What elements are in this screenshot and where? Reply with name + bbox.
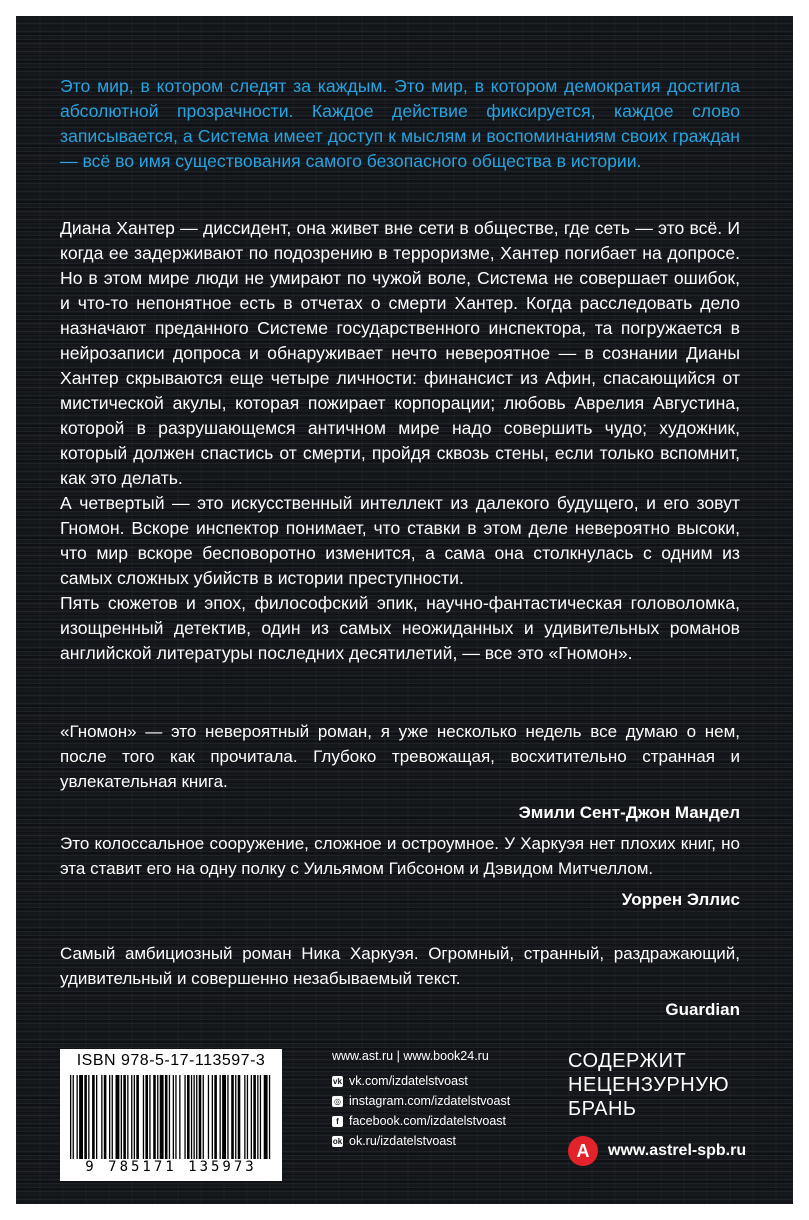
barcode-bar <box>175 1075 176 1159</box>
barcode-bar <box>196 1075 197 1159</box>
quote-text: Это колоссальное сооружение, сложное и остроумное. У Харкуэя нет плохих книг, но эта ставит его на одну полку с Уильямом Гибсоном и Дэвидом Митчеллом. <box>60 834 740 878</box>
description-paragraph: Диана Хантер — диссидент, она живет вне сети в обществе, где сеть — это всё. И когда ее задерживают по подозрению в терроризме, Хантер погибает на допросе. Но в этом мире люди не умирают по чужой воле, Система не совершает ошибок, и что-то непонятное есть в отчетах о смерти Хантер. Когда расследовать дело назначают преданного Системе государственного инспектора, та погружается в нейрозаписи допроса и обнаруживает нечто невероятное — в сознании Дианы Хантер скрываются еще четыре личности: финансист из Афин, спасающийся от мистической акулы, которая пожирает корпорации; любовь Аврелия Августина, которой в разрушающемся античном мире надо совершить чудо; художник, который должен спастись от смерти, пройдя сквозь стены, если только вспомнит, как это делать. <box>60 218 740 488</box>
barcode-bar <box>260 1075 261 1159</box>
odnoklassniki-icon: ok <box>332 1136 343 1146</box>
barcode-bar <box>127 1075 128 1159</box>
social-link-vk[interactable] <box>332 1071 542 1091</box>
barcode-bar <box>79 1075 83 1159</box>
quote-author: Уоррен Эллис <box>621 890 740 909</box>
social-link-text: ok.ru/izdatelstvoast <box>349 1134 456 1148</box>
vk-icon: vk <box>333 1076 342 1086</box>
barcode-bar <box>112 1075 113 1159</box>
barcode-bar <box>173 1075 174 1159</box>
barcode-bar <box>222 1075 226 1159</box>
description-paragraph: Пять сюжетов и эпох, философский эпик, научно-фантастическая головоломка, изощренный детектив, один из самых неожиданных и удивительных романов английской литературы последних десятилетий, — все это «Гномон». <box>60 593 740 663</box>
barcode-bar <box>264 1075 268 1159</box>
barcode-bar <box>160 1075 164 1159</box>
social-link-text: facebook.com/izdatelstvoast <box>349 1114 507 1128</box>
barcode-bars <box>70 1075 272 1159</box>
barcode-bar <box>70 1075 71 1159</box>
barcode-bar <box>131 1075 132 1159</box>
barcode-bar <box>109 1075 110 1159</box>
description-paragraph: А четвертый — это искусственный интеллект из далекого будущего, и его зовут Гномон. Вскоре инспектор понимает, что ставки в этом деле невероятно высоки, что мир вскоре бесповоротно изменится, а сама она столкнулась с одним из самых сложных убийств в истории преступности. <box>60 493 740 588</box>
barcode-bar <box>84 1075 87 1159</box>
publisher-url[interactable]: www.astrel-spb.ru <box>608 1142 747 1159</box>
barcode-bar <box>238 1075 241 1159</box>
description <box>60 216 740 666</box>
barcode-bar <box>179 1075 180 1159</box>
warning-line: НЕЦЕНЗУРНУЮ <box>568 1074 730 1096</box>
barcode-bar <box>136 1075 139 1159</box>
social-link-text: instagram.com/izdatelstvoast <box>349 1094 511 1108</box>
barcode-bar <box>191 1075 192 1159</box>
quote-author: Эмили Сент-Джон Мандел <box>518 803 740 822</box>
barcode-bar <box>104 1075 107 1159</box>
astrel-logo-icon: А <box>568 1136 598 1166</box>
barcode-bar <box>123 1075 126 1159</box>
barcode-bar <box>235 1075 236 1159</box>
barcode-bar <box>149 1075 150 1159</box>
barcode-bar <box>88 1075 89 1159</box>
barcode-bar <box>247 1075 248 1159</box>
barcode-bar <box>121 1075 122 1159</box>
website-links[interactable]: www.ast.ru | www.book24.ru <box>332 1049 489 1063</box>
isbn-label: ISBN 978-5-17-113597-3 <box>76 1052 266 1069</box>
barcode-bar <box>257 1075 258 1159</box>
barcode-bar <box>231 1075 234 1159</box>
barcode-bar <box>165 1075 168 1159</box>
quote-text: «Гномон» — это невероятный роман, я уже несколько недель все думаю о нем, после того как прочитала. Глубоко тревожащая, восхитительно странная и увлекательная книга. <box>60 722 740 791</box>
barcode-bar <box>184 1075 185 1159</box>
barcode-bar <box>73 1075 74 1159</box>
facebook-icon: f <box>332 1116 343 1127</box>
barcode-bar <box>253 1075 256 1159</box>
barcode-bar <box>92 1075 95 1159</box>
publisher-links <box>332 1049 542 1151</box>
barcode-bar <box>208 1075 209 1159</box>
intro-paragraph: Это мир, в котором следят за каждым. Это мир, в котором демократия достигла абсолютной прозрачности. Каждое действие фиксируется, каждое слово записывается, а Система имеет доступ к мыслям и воспоминаниям своих граждан — всё во имя существования самого безопасного общества в истории. <box>60 76 740 171</box>
content-warning <box>568 1049 768 1121</box>
barcode-bar <box>77 1075 78 1159</box>
barcode-bar <box>203 1075 204 1159</box>
social-link-odnoklassniki[interactable] <box>332 1131 542 1151</box>
book-back-cover <box>16 16 793 1204</box>
quote-author: Guardian <box>665 1000 740 1019</box>
barcode-bar <box>194 1075 195 1159</box>
social-link-text: vk.com/izdatelstvoast <box>349 1074 468 1088</box>
barcode-bar <box>199 1075 202 1159</box>
barcode-bar <box>212 1075 213 1159</box>
barcode-bar <box>101 1075 102 1159</box>
review-quote <box>60 831 740 912</box>
barcode-bar <box>157 1075 158 1159</box>
social-link-facebook[interactable] <box>332 1111 542 1131</box>
barcode-bar <box>143 1075 144 1159</box>
warning-line: СОДЕРЖИТ <box>568 1050 687 1072</box>
barcode-bar <box>187 1075 190 1159</box>
barcode-bar <box>214 1075 217 1159</box>
barcode-digits: 9 785171 135973 <box>85 1159 257 1175</box>
quote-text: Самый амбициозный роман Ника Харкуэя. Огромный, странный, раздражающий, удивительный и совершенно незабываемый текст. <box>60 944 740 988</box>
social-link-instagram[interactable] <box>332 1091 542 1111</box>
barcode <box>60 1049 282 1181</box>
publisher-brand <box>568 1136 746 1166</box>
review-quote <box>60 941 740 1022</box>
barcode-bar <box>269 1075 270 1159</box>
barcode-bar <box>145 1075 148 1159</box>
warning-line: БРАНЬ <box>568 1098 637 1120</box>
review-quote <box>60 719 740 825</box>
barcode-bar <box>244 1075 245 1159</box>
barcode-bar <box>116 1075 120 1159</box>
barcode-bar <box>153 1075 156 1159</box>
instagram-icon: ◎ <box>332 1096 343 1107</box>
barcode-bar <box>251 1075 252 1159</box>
barcode-bar <box>227 1075 228 1159</box>
barcode-bar <box>169 1075 170 1159</box>
barcode-bar <box>220 1075 221 1159</box>
barcode-bar <box>96 1075 97 1159</box>
barcode-bar <box>134 1075 135 1159</box>
